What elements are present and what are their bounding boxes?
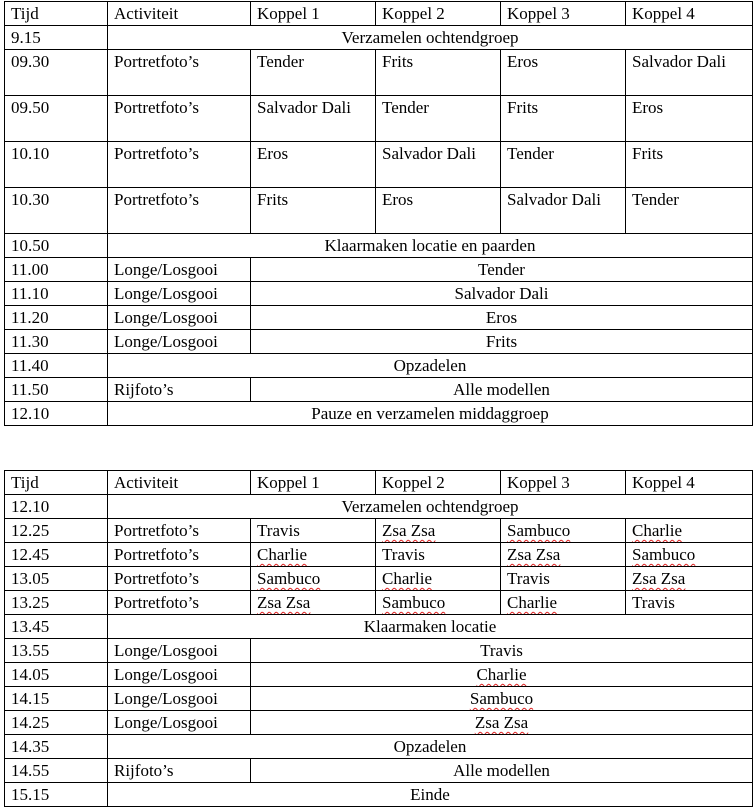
table-row: [5, 495, 753, 519]
spellcheck-underline: Sambuco: [382, 593, 446, 612]
couple-cell: Alle modellen: [251, 378, 753, 402]
time-cell: 12.10: [5, 495, 108, 519]
spellcheck-underline: Zsa Zsa: [382, 521, 436, 540]
time-cell: 10.50: [5, 234, 108, 258]
koppel-2-cell: Frits: [376, 50, 501, 96]
spellcheck-underline: Charlie: [632, 521, 683, 540]
time-cell: 11.30: [5, 330, 108, 354]
activity-cell: Portretfoto’s: [108, 50, 251, 96]
merged-activity-cell: Opzadelen: [108, 735, 753, 759]
time-cell: 14.35: [5, 735, 108, 759]
koppel-3-cell: Tender: [501, 142, 626, 188]
spellcheck-underline: Zsa Zsa: [507, 545, 561, 564]
spellcheck-underline: Charlie: [257, 545, 308, 564]
merged-activity-cell: Klaarmaken locatie en paarden: [108, 234, 753, 258]
time-cell: 09.50: [5, 96, 108, 142]
table-row: [5, 306, 753, 330]
time-cell: 10.30: [5, 188, 108, 234]
koppel-1-cell: [251, 567, 376, 591]
column-header: Tijd: [5, 471, 108, 495]
merged-activity-cell: Pauze en verzamelen middaggroep: [108, 402, 753, 426]
activity-cell: Longe/Losgooi: [108, 330, 251, 354]
spellcheck-underline: Charlie: [476, 665, 527, 684]
time-cell: 12.45: [5, 543, 108, 567]
couple-cell: Alle modellen: [251, 759, 753, 783]
time-cell: 14.55: [5, 759, 108, 783]
koppel-1-cell: Travis: [251, 519, 376, 543]
afternoon-schedule-body: [5, 471, 753, 807]
activity-cell: Longe/Losgooi: [108, 639, 251, 663]
activity-cell: Longe/Losgooi: [108, 711, 251, 735]
table-row: [5, 354, 753, 378]
table-row: [5, 142, 753, 188]
koppel-4-cell: [626, 567, 753, 591]
koppel-3-cell: Eros: [501, 50, 626, 96]
koppel-4-cell: Eros: [626, 96, 753, 142]
koppel-3-cell: [501, 519, 626, 543]
time-cell: 11.20: [5, 306, 108, 330]
merged-activity-cell: Opzadelen: [108, 354, 753, 378]
time-cell: 9.15: [5, 26, 108, 50]
activity-cell: Portretfoto’s: [108, 591, 251, 615]
time-cell: 13.55: [5, 639, 108, 663]
time-cell: 14.15: [5, 687, 108, 711]
table-row: [5, 234, 753, 258]
table-row: [5, 50, 753, 96]
time-cell: 10.10: [5, 142, 108, 188]
table-row: [5, 711, 753, 735]
time-cell: 14.25: [5, 711, 108, 735]
column-header: Koppel 3: [501, 2, 626, 26]
spellcheck-underline: Zsa Zsa: [474, 713, 529, 732]
activity-cell: Longe/Losgooi: [108, 282, 251, 306]
table-row: [5, 759, 753, 783]
header-row: [5, 471, 753, 495]
column-header: Koppel 1: [251, 471, 376, 495]
koppel-2-cell: Salvador Dali: [376, 142, 501, 188]
column-header: Tijd: [5, 2, 108, 26]
column-header: Koppel 1: [251, 2, 376, 26]
time-cell: 14.05: [5, 663, 108, 687]
spellcheck-underline: Zsa Zsa: [257, 593, 311, 612]
table-row: [5, 188, 753, 234]
time-cell: 11.50: [5, 378, 108, 402]
time-cell: 09.30: [5, 50, 108, 96]
table-row: [5, 402, 753, 426]
spellcheck-underline: Sambuco: [632, 545, 696, 564]
koppel-4-cell: Salvador Dali: [626, 50, 753, 96]
column-header: Koppel 2: [376, 471, 501, 495]
couple-cell: [251, 663, 753, 687]
couple-cell: Eros: [251, 306, 753, 330]
activity-cell: Rijfoto’s: [108, 759, 251, 783]
koppel-2-cell: [376, 567, 501, 591]
koppel-2-cell: [376, 591, 501, 615]
spellcheck-underline: Charlie: [507, 593, 558, 612]
koppel-2-cell: Eros: [376, 188, 501, 234]
activity-cell: Portretfoto’s: [108, 543, 251, 567]
merged-activity-cell: Klaarmaken locatie: [108, 615, 753, 639]
morning-schedule-body: [5, 2, 753, 426]
table-row: [5, 687, 753, 711]
table-row: [5, 96, 753, 142]
koppel-1-cell: Eros: [251, 142, 376, 188]
table-row: [5, 735, 753, 759]
couple-cell: Tender: [251, 258, 753, 282]
spellcheck-underline: Charlie: [382, 569, 433, 588]
koppel-1-cell: Tender: [251, 50, 376, 96]
table-row: [5, 282, 753, 306]
table-row: [5, 330, 753, 354]
couple-cell: [251, 711, 753, 735]
column-header: Activiteit: [108, 2, 251, 26]
activity-cell: Longe/Losgooi: [108, 663, 251, 687]
column-header: Activiteit: [108, 471, 251, 495]
activity-cell: Longe/Losgooi: [108, 258, 251, 282]
table-row: [5, 783, 753, 807]
table-row: [5, 519, 753, 543]
table-row: [5, 639, 753, 663]
time-cell: 11.00: [5, 258, 108, 282]
koppel-4-cell: Travis: [626, 591, 753, 615]
time-cell: 13.45: [5, 615, 108, 639]
couple-cell: Travis: [251, 639, 753, 663]
table-row: [5, 663, 753, 687]
koppel-2-cell: Tender: [376, 96, 501, 142]
merged-activity-cell: Einde: [108, 783, 753, 807]
spellcheck-underline: Zsa Zsa: [632, 569, 686, 588]
activity-cell: Portretfoto’s: [108, 96, 251, 142]
time-cell: 12.25: [5, 519, 108, 543]
morning-schedule-table: [4, 1, 753, 426]
column-header: Koppel 4: [626, 471, 753, 495]
time-cell: 13.25: [5, 591, 108, 615]
column-header: Koppel 4: [626, 2, 753, 26]
koppel-2-cell: [376, 519, 501, 543]
table-row: [5, 543, 753, 567]
spellcheck-underline: Sambuco: [507, 521, 571, 540]
activity-cell: Portretfoto’s: [108, 188, 251, 234]
merged-activity-cell: Verzamelen ochtendgroep: [108, 495, 753, 519]
activity-cell: Longe/Losgooi: [108, 306, 251, 330]
koppel-4-cell: [626, 543, 753, 567]
koppel-3-cell: [501, 591, 626, 615]
activity-cell: Rijfoto’s: [108, 378, 251, 402]
activity-cell: Longe/Losgooi: [108, 687, 251, 711]
koppel-3-cell: [501, 543, 626, 567]
time-cell: 11.10: [5, 282, 108, 306]
activity-cell: Portretfoto’s: [108, 142, 251, 188]
table-row: [5, 615, 753, 639]
activity-cell: Portretfoto’s: [108, 519, 251, 543]
koppel-1-cell: Frits: [251, 188, 376, 234]
koppel-2-cell: Travis: [376, 543, 501, 567]
koppel-4-cell: Tender: [626, 188, 753, 234]
merged-activity-cell: Verzamelen ochtendgroep: [108, 26, 753, 50]
header-row: [5, 2, 753, 26]
spellcheck-underline: Sambuco: [257, 569, 321, 588]
couple-cell: Salvador Dali: [251, 282, 753, 306]
column-header: Koppel 3: [501, 471, 626, 495]
koppel-3-cell: Frits: [501, 96, 626, 142]
koppel-3-cell: Travis: [501, 567, 626, 591]
activity-cell: Portretfoto’s: [108, 567, 251, 591]
afternoon-schedule-table: [4, 470, 753, 807]
koppel-1-cell: Salvador Dali: [251, 96, 376, 142]
koppel-1-cell: [251, 591, 376, 615]
koppel-4-cell: Frits: [626, 142, 753, 188]
time-cell: 13.05: [5, 567, 108, 591]
couple-cell: [251, 687, 753, 711]
table-row: [5, 258, 753, 282]
couple-cell: Frits: [251, 330, 753, 354]
time-cell: 11.40: [5, 354, 108, 378]
table-row: [5, 26, 753, 50]
column-header: Koppel 2: [376, 2, 501, 26]
time-cell: 12.10: [5, 402, 108, 426]
table-row: [5, 567, 753, 591]
koppel-4-cell: [626, 519, 753, 543]
spellcheck-underline: Sambuco: [469, 689, 534, 708]
koppel-3-cell: Salvador Dali: [501, 188, 626, 234]
table-row: [5, 591, 753, 615]
koppel-1-cell: [251, 543, 376, 567]
time-cell: 15.15: [5, 783, 108, 807]
table-row: [5, 378, 753, 402]
